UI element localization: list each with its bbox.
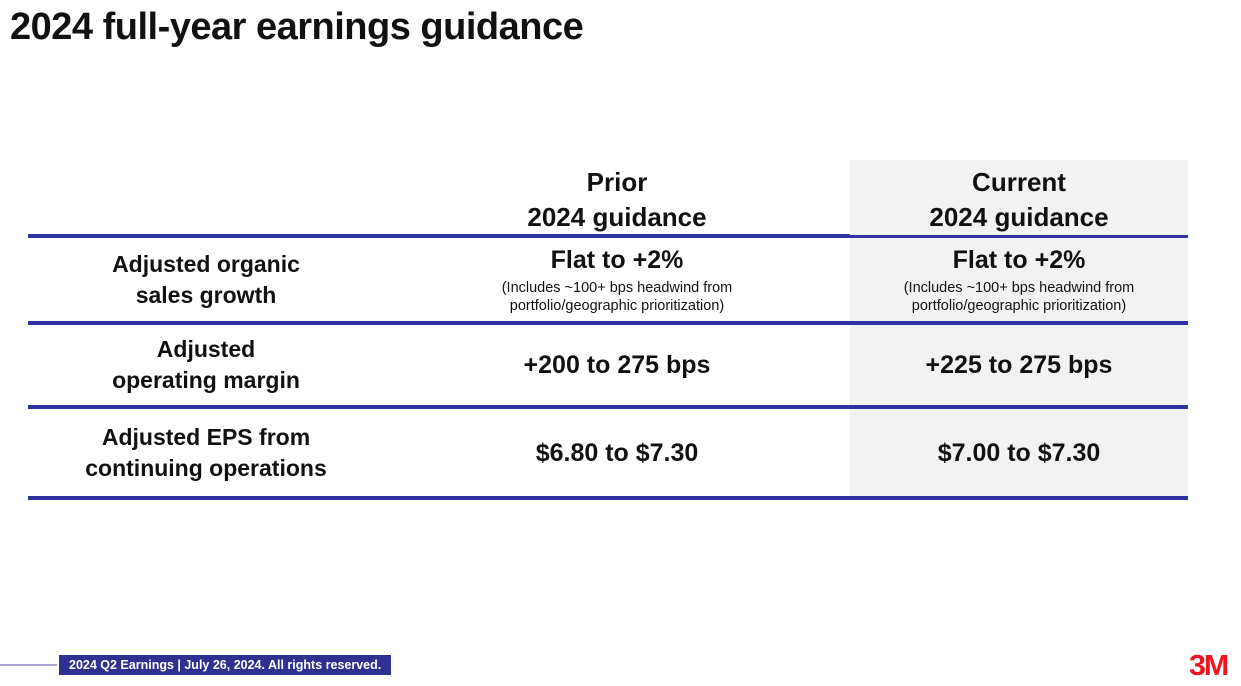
prior-adjusted-eps-value: $6.80 to $7.30 <box>535 438 699 467</box>
row-label-line1: Adjusted <box>156 336 256 362</box>
current-operating-margin-cell <box>850 325 1188 405</box>
guidance-table <box>28 160 1188 500</box>
prior-adjusted-eps-cell <box>384 409 850 496</box>
row-label-adjusted-eps <box>28 409 384 496</box>
table-row-adjusted-eps <box>28 409 1188 500</box>
column-header-current <box>850 160 1188 235</box>
table-row-operating-margin <box>28 325 1188 409</box>
current-adjusted-eps-cell <box>850 409 1188 496</box>
column-header-prior-line2: 2024 guidance <box>527 202 707 232</box>
footer-rule <box>0 664 57 666</box>
note-line2: portfolio/geographic prioritization) <box>911 298 1127 314</box>
prior-organic-sales-cell <box>384 238 850 321</box>
note-line2: portfolio/geographic prioritization) <box>509 298 725 314</box>
prior-operating-margin-cell <box>384 325 850 405</box>
column-header-current-line1: Current <box>972 167 1066 197</box>
note-line1: (Includes ~100+ bps headwind from <box>903 280 1135 296</box>
current-adjusted-eps-value: $7.00 to $7.30 <box>937 438 1101 467</box>
row-label-line2: sales growth <box>135 281 277 308</box>
current-operating-margin-value: +225 to 275 bps <box>925 351 1113 379</box>
prior-organic-sales-value: Flat to +2% <box>550 246 684 274</box>
page-title: 2024 full-year earnings guidance <box>10 6 584 48</box>
row-label-line1: Adjusted EPS from <box>101 423 311 450</box>
note-line1: (Includes ~100+ bps headwind from <box>501 280 733 296</box>
current-organic-sales-note <box>904 279 1135 315</box>
current-organic-sales-value: Flat to +2% <box>952 246 1086 274</box>
row-label-organic-sales-growth <box>28 238 384 321</box>
footer-badge: 2024 Q2 Earnings | July 26, 2024. All rights reserved. <box>59 655 391 675</box>
column-header-prior <box>384 160 850 235</box>
table-header-row <box>28 160 1188 238</box>
column-header-current-line2: 2024 guidance <box>929 202 1109 232</box>
row-label-line2: continuing operations <box>85 454 327 481</box>
table-row-organic-sales-growth <box>28 238 1188 325</box>
row-label-line2: operating margin <box>112 367 300 393</box>
row-label-operating-margin <box>28 325 384 405</box>
company-logo-3m: 3M <box>1189 650 1228 682</box>
current-organic-sales-cell <box>850 238 1188 321</box>
row-label-line1: Adjusted organic <box>112 250 300 277</box>
header-cell-empty <box>28 160 384 235</box>
column-header-prior-line1: Prior <box>586 167 648 197</box>
prior-organic-sales-note <box>502 279 733 315</box>
prior-operating-margin-value: +200 to 275 bps <box>523 351 711 379</box>
